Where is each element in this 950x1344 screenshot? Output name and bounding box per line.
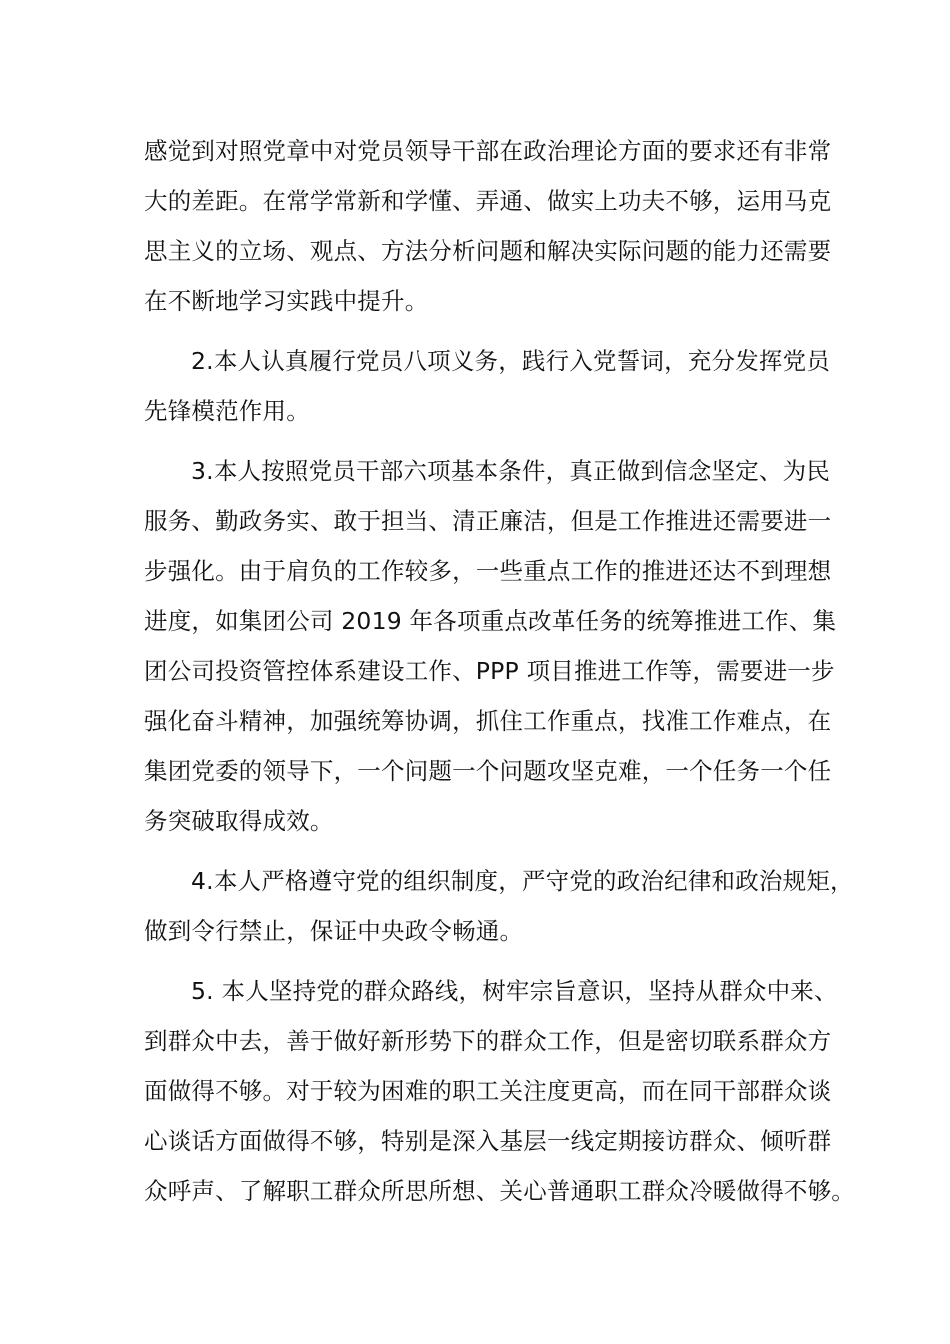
text-line: 团公司投资管控体系建设工作、PPP 项目推进工作等，需要进一步 [144,657,835,685]
paragraph-continuation [144,126,832,326]
text-line: 5. 本人坚持党的群众路线，树牢宗旨意识，坚持从群众中来、 [191,977,838,1005]
text-line: 务突破取得成效。 [144,807,334,835]
text-line: 到群众中去，善于做好新形势下的群众工作，但是密切联系群众方 [144,1027,832,1055]
text-line: 面做得不够。对于较为困难的职工关注度更高，而在同干部群众谈 [144,1077,832,1105]
text-line: 2.本人认真履行党员八项义务，践行入党誓词，充分发挥党员 [191,347,831,375]
document-page [144,126,855,1216]
text-line: 心谈话方面做得不够，特别是深入基层一线定期接访群众、倾听群 [144,1127,832,1155]
text-line: 在不断地学习实践中提升。 [144,287,429,315]
text-line: 先锋模范作用。 [144,397,310,425]
paragraph-item-2 [144,336,831,436]
paragraph-item-3 [144,446,837,846]
text-line: 进度，如集团公司 2019 年各项重点改革任务的统筹推进工作、集 [144,607,837,635]
paragraph-item-5 [144,966,855,1216]
text-line: 集团党委的领导下，一个问题一个问题攻坚克难，一个任务一个任 [144,757,832,785]
text-line: 大的差距。在常学常新和学懂、弄通、做实上功夫不够，运用马克 [144,187,832,215]
paragraph-item-4 [144,856,854,956]
text-line: 思主义的立场、观点、方法分析问题和解决实际问题的能力还需要 [144,237,832,265]
text-line: 做到令行禁止，保证中央政令畅通。 [144,917,524,945]
text-line: 强化奋斗精神，加强统筹协调，抓住工作重点，找准工作难点，在 [144,707,832,735]
text-line: 感觉到对照党章中对党员领导干部在政治理论方面的要求还有非常 [144,137,832,165]
text-line: 服务、勤政务实、敢于担当、清正廉洁，但是工作推进还需要进一 [144,507,832,535]
text-line: 众呼声、了解职工群众所思所想、关心普通职工群众冷暖做得不够。 [144,1177,855,1205]
text-line: 3.本人按照党员干部六项基本条件，真正做到信念坚定、为民 [191,457,831,485]
text-line: 步强化。由于肩负的工作较多，一些重点工作的推进还达不到理想 [144,557,832,585]
text-line: 4.本人严格遵守党的组织制度，严守党的政治纪律和政治规矩， [191,867,854,895]
